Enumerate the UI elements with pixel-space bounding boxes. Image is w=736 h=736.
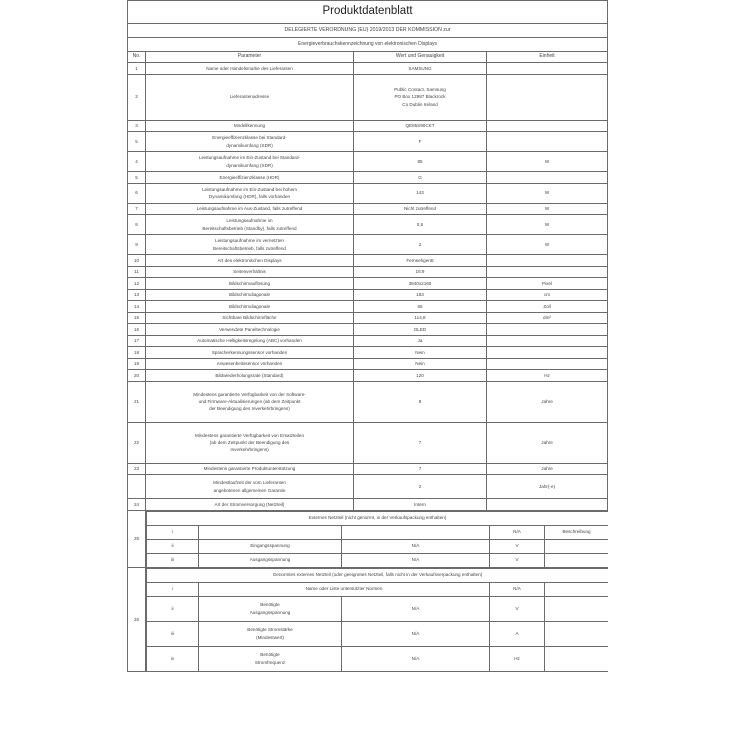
table-row: iv Benötigte Stromfrequenz N/A Hz	[147, 646, 608, 671]
table-row: 4 Leistungsaufnahme im Ein-Zustand bei Standard- dynamikumfang (SDR) 85 W	[128, 152, 608, 172]
section-26-heading: Genormtes externes Netzteil (oder geeignetes Netzteil, falls nicht in der Verkaufsverpackung enthalten)	[147, 568, 608, 582]
table-row: 17 Automatische Helligkeitsregelung (ABC) vorhanden Ja	[128, 335, 608, 347]
table-row: 9 Leistungsaufnahme im vernetzten Bereitschaftsbetrieb, falls zutreffend 2 W	[128, 235, 608, 255]
table-row: 7 Leistungsaufnahme im Aus-Zustand, falls zutreffend Nicht zutreffend W	[128, 203, 608, 215]
table-row: 23 Mindestens garantierte Produktunterstützung 7 Jahre	[128, 463, 608, 475]
table-row: 22 Mindestens garantierte Verfügbarkeit von Ersatzteilen (ab dem Zeitpunkt der Beendigung des Inverkehrbringens) 7 Jahre	[128, 422, 608, 463]
table-row: 15 Sichtbare Bildschirmfläche 114,8 dm²	[128, 312, 608, 324]
table-header	[128, 52, 608, 63]
table-row: 18 Spracherkennungssensor vorhanden Nein	[128, 347, 608, 359]
col-value: Wert und Genauigkeit	[354, 52, 487, 63]
product-data-sheet	[127, 0, 607, 736]
sheet-title: Produktdatenblatt	[128, 1, 608, 24]
col-no: No.	[128, 52, 146, 63]
table-row: ii Benötigte Ausgangsspannung N/A V	[147, 596, 608, 621]
data-table	[127, 0, 608, 672]
table-row: 16 Verwendete Paneltechnologie OLED	[128, 324, 608, 336]
table-row: 5 Energieeffizienzklasse bei Standard- dynamikumfang (SDR) F	[128, 132, 608, 152]
regulation-subtitle: Energieverbrauchskennzeichnung von elektronischen Displays	[128, 38, 608, 52]
table-row: 21 Mindestens garantierte Verfügbarkeit von der Software- und Firmware-Aktualisierungen (ab dem Zeitpunkt der Beendigung des Inverkehrbringens) 8 Jahre	[128, 381, 608, 422]
col-unit: Einheit	[487, 52, 608, 63]
table-row: 10 Art des elektronischen Displays Fernsehgerät	[128, 255, 608, 267]
col-parameter: Parameter	[146, 52, 354, 63]
table-row: i Name oder Liste untersützter Normen N/A	[147, 582, 608, 596]
table-row: Mindestlaufzeit der vom Lieferanten angebotenen allgemeinen Garantie 2 Jahr(-e)	[128, 475, 608, 499]
table-row: iii Benötigte Stromstärke (Mindestwert) N/A A	[147, 621, 608, 646]
table-row: iii Ausgangsspannung N/A V	[147, 553, 608, 567]
table-row: 24 Art der Stromversorgung (Netzteil) Intern	[128, 499, 608, 511]
table-row: 2 Lieferantenadresse Public Contact, Samsung PO Box 12987 Blackrock Co Dublin Ireland	[128, 74, 608, 120]
table-row: 6 Leistungsaufnahme im Ein-Zustand bei hohem Dynamikumfang (HDR), falls vorhanden 143 W	[128, 183, 608, 203]
table-row: 8 Leistungsaufnahme im Bereitschaftsbetrieb (Standby), falls zutreffend 0,5 W	[128, 215, 608, 235]
section-26: 26 Genormtes externes Netzteil (oder geeignetes Netzteil, falls nicht in der Verkaufsverpackung enthalten) i Name oder Liste untersützter Normen N/A ii Benötigte Ausgangsspannung N/A V iii Benötigte Stromstärke (Mindestwert) N/A A iv Benötigte Stromfrequenz N/A Hz	[128, 568, 608, 672]
table-row: 14 Bildschirmdiagonale 65 Zoll	[128, 301, 608, 313]
table-row: 13 Bildschirmdiagonale 163 cm	[128, 289, 608, 301]
table-row: 19 Anwesenheitssensor vorhanden Nein	[128, 358, 608, 370]
table-row: 20 Bildwiederholungsrate (Standard) 120 Hz	[128, 370, 608, 382]
section-25: 25 Externes Netzteil (nicht genormt, in der Verkaufspackung enthalten) i N/A Beschreibung ii Eingangsspannung N/A V iii Ausgangsspannung N/A V	[128, 510, 608, 568]
table-row: 1 Name oder Handelsmarke des Lieferanten SAMSUNG	[128, 63, 608, 75]
regulation-line: DELEGIERTE VERORDNUNG (EU) 2019/2013 DER KOMMISSION zur	[128, 24, 608, 38]
table-row: ii Eingangsspannung N/A V	[147, 539, 608, 553]
table-row: 5 Energieeffizienzklasse (HDR) G	[128, 172, 608, 184]
section-25-heading: Externes Netzteil (nicht genormt, in der Verkaufspackung enthalten)	[147, 511, 608, 525]
table-row: 3 Modellkennung QE65S90CKT	[128, 120, 608, 132]
table-row: 11 Seitenverhältnis 16:9	[128, 266, 608, 278]
table-row: 12 Bildschirmauflösung 3840x2160 Pixel	[128, 278, 608, 290]
